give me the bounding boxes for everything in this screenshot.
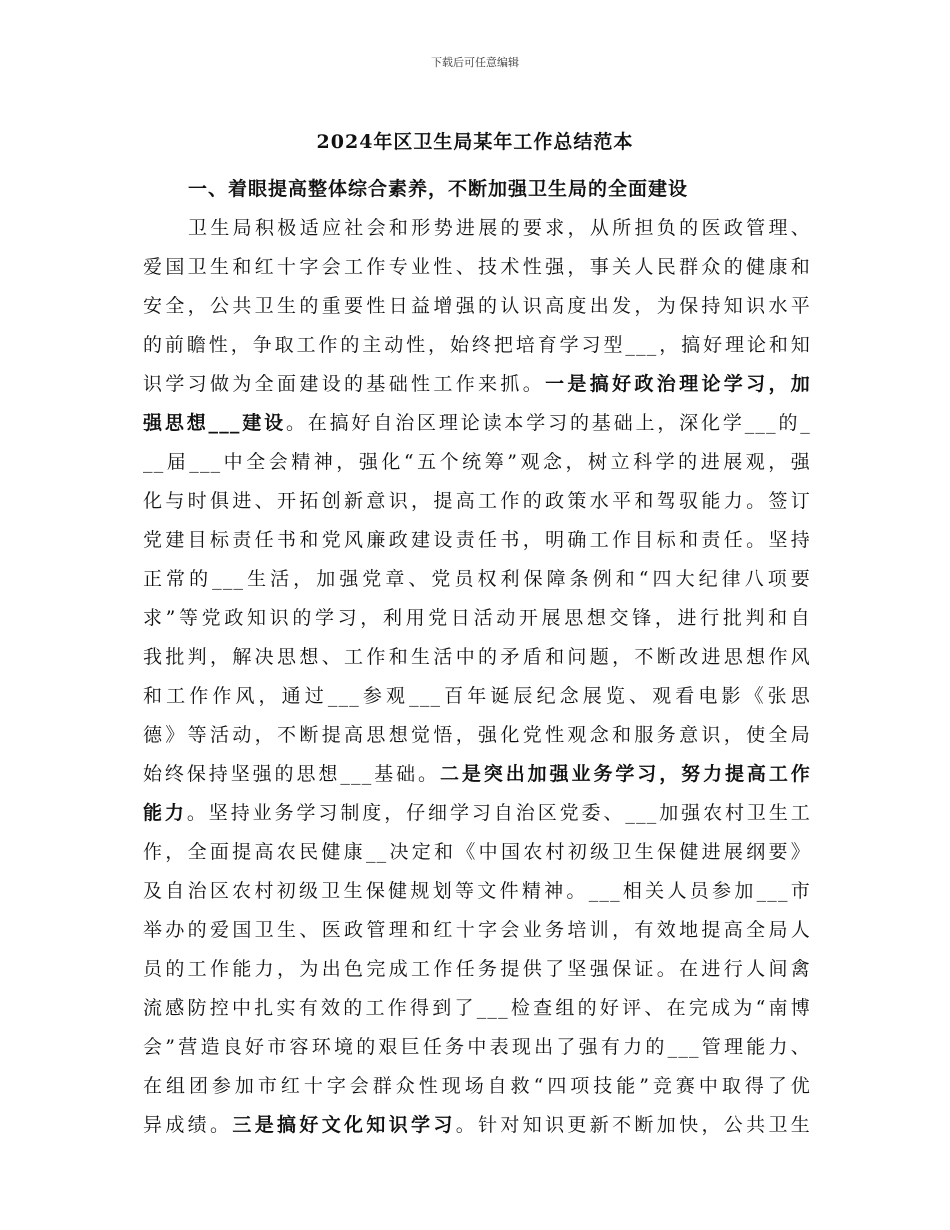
text-line [143, 252, 811, 279]
text-run: 我批判，解决思想、工作和生活中的矛盾和问题，不断改进思想作风 [143, 646, 811, 668]
text-line [143, 915, 811, 942]
text-line [143, 1110, 811, 1137]
text-line [143, 330, 811, 357]
text-run: 始终保持坚强的思想___基础。 [143, 763, 440, 785]
text-line [143, 369, 811, 396]
text-run: 正常的___生活，加强党章、党员权利保障条例和“四大纪律八项要 [143, 568, 811, 590]
text-run: 卫生局积极适应社会和形势进展的要求，从所担负的医政管理、 [188, 217, 811, 239]
text-run: 。针对知识更新不断加快，公共卫生 [455, 1114, 811, 1136]
bold-text-run: 三是搞好文化知识学习 [232, 1114, 456, 1136]
text-run: 异成绩。 [143, 1114, 233, 1136]
text-run: 爱国卫生和红十字会工作专业性、技术性强，事关人民群众的健康和 [143, 256, 811, 278]
text-run: 化与时俱进、开拓创新意识，提高工作的政策水平和驾驭能力。签订 [143, 490, 811, 512]
text-line [143, 954, 811, 981]
text-run: 会”营造良好市容环境的艰巨任务中表现出了强有力的___管理能力、 [143, 1036, 811, 1058]
bold-text-run: 强思想___建设 [143, 412, 286, 434]
text-run: 和工作作风，通过___参观___百年诞辰纪念展览、观看电影《张思 [143, 685, 811, 707]
text-line [143, 408, 811, 435]
text-line [143, 720, 811, 747]
document-title: 2024年区卫生局某年工作总结范本 [316, 131, 634, 153]
text-line [143, 603, 811, 630]
text-run: 德》等活动，不断提高思想觉悟，强化党性观念和服务意识，使全局 [143, 724, 811, 746]
page-header-note: 下载后可任意编辑 [431, 56, 519, 69]
bold-text-run: 能力 [143, 802, 187, 824]
text-run: 在组团参加市红十字会群众性现场自救“四项技能”竞赛中取得了优 [143, 1075, 811, 1097]
text-line [143, 798, 811, 825]
text-line [143, 876, 811, 903]
bold-text-run: 二是突出加强业务学习，努力提高工作 [439, 763, 811, 785]
text-run: 举办的爱国卫生、医政管理和红十字会业务培训，有效地提高全局人 [143, 919, 811, 941]
section-heading: 一、着眼提高整体综合素养，不断加强卫生局的全面建设 [188, 178, 689, 200]
text-run: 。在搞好自治区理论读本学习的基础上，深化学___的_ [285, 412, 811, 434]
text-run: __届___中全会精神，强化“五个统筹”观念，树立科学的进展观，强 [143, 451, 811, 473]
text-line [188, 213, 811, 240]
text-run: 党建目标责任书和党风廉政建设责任书，明确工作目标和责任。坚持 [143, 529, 811, 551]
text-line [143, 447, 811, 474]
text-line [143, 291, 811, 318]
text-line [143, 1071, 811, 1098]
text-run: 安全，公共卫生的重要性日益增强的认识高度出发，为保持知识水平 [143, 295, 811, 317]
text-line [143, 993, 811, 1020]
text-run: 识学习做为全面建设的基础性工作来抓。 [143, 373, 546, 395]
text-line [143, 486, 811, 513]
text-run: 。坚持业务学习制度，仔细学习自治区党委、___加强农村卫生工 [186, 802, 811, 824]
text-run: 求”等党政知识的学习，利用党日活动开展思想交锋，进行批判和自 [143, 607, 811, 629]
text-run: 及自治区农村初级卫生保健规划等文件精神。___相关人员参加___市 [143, 880, 811, 902]
text-line [143, 642, 811, 669]
text-run: 作，全面提高农民健康__决定和《中国农村初级卫生保健进展纲要》 [143, 841, 811, 863]
text-line [143, 759, 811, 786]
text-line [143, 681, 811, 708]
bold-text-run: 一是搞好政治理论学习，加 [545, 373, 811, 395]
text-line [143, 564, 811, 591]
text-run: 员的工作能力，为出色完成工作任务提供了坚强保证。在进行人间禽 [143, 958, 811, 980]
text-run: 流感防控中扎实有效的工作得到了___检查组的好评、在完成为“南博 [143, 997, 811, 1019]
text-line [143, 525, 811, 552]
text-line [143, 1032, 811, 1059]
text-run: 的前瞻性，争取工作的主动性，始终把培育学习型___，搞好理论和知 [143, 334, 811, 356]
text-line [143, 837, 811, 864]
